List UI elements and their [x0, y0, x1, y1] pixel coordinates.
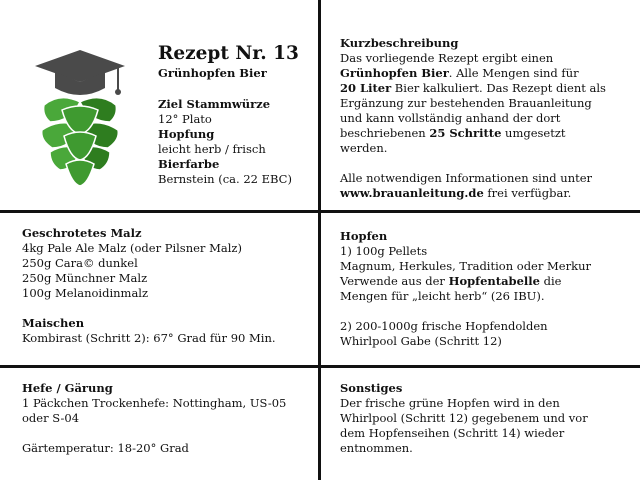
short-description	[340, 36, 635, 201]
text-line: Whirlpool (Schritt 12) gegebenem und vor	[340, 411, 588, 425]
yeast-title: Hefe / Gärung	[22, 381, 113, 395]
text-line: 1) 100g Pellets	[340, 244, 428, 258]
text-span: Verwende aus der	[340, 274, 449, 288]
malt-item: 250g Münchner Malz	[22, 271, 148, 285]
text-line	[340, 186, 635, 201]
text-span: frei verfügbar.	[483, 186, 572, 200]
text-line: Mengen für „leicht herb“ (26 IBU).	[340, 289, 545, 303]
text-line: oder S-04	[22, 411, 80, 425]
text-line: Whirlpool Gabe (Schritt 12)	[340, 334, 502, 348]
yeast-section	[22, 381, 317, 456]
horizontal-divider-bottom	[0, 365, 640, 368]
hop-label: Hopfung	[158, 127, 215, 141]
text-span: die	[539, 274, 562, 288]
recipe-subtitle: Grünhopfen Bier	[158, 66, 267, 80]
vertical-divider	[318, 0, 321, 480]
bold-text: 25 Schritte	[429, 126, 502, 140]
text-span: Bier kalkuliert. Das Rezept dient als	[391, 81, 606, 95]
text-line: dem Hopfenseihen (Schritt 14) wieder	[340, 426, 565, 440]
og-value: 12° Plato	[158, 112, 212, 126]
hop-value: leicht herb / frisch	[158, 142, 266, 156]
text-line: Alle notwendigen Informationen sind unter	[340, 171, 593, 185]
bold-text: Grünhopfen Bier	[340, 66, 449, 80]
og-label: Ziel Stammwürze	[158, 97, 271, 111]
text-line: 1 Päckchen Trockenhefe: Nottingham, US-05	[22, 396, 287, 410]
hops-title: Hopfen	[340, 229, 388, 243]
text-span: umgesetzt	[501, 126, 566, 140]
text-span: beschriebenen	[340, 126, 430, 140]
text-line: 2) 200-1000g frische Hopfendolden	[340, 319, 548, 333]
bold-text: Hopfentabelle	[448, 274, 540, 288]
text-line: Ergänzung zur bestehenden Brauanleitung	[340, 96, 592, 110]
text-line	[340, 66, 635, 81]
text-line	[340, 126, 635, 141]
recipe-header	[158, 42, 318, 187]
malt-item: 100g Melanoidinmalz	[22, 286, 149, 300]
misc-section	[340, 381, 635, 456]
text-span: . Alle Mengen sind für	[448, 66, 579, 80]
color-value: Bernstein (ca. 22 EBC)	[158, 172, 292, 186]
hop-with-graduation-cap-icon	[30, 30, 130, 190]
recipe-title: Rezept Nr. 13	[158, 43, 299, 64]
misc-title: Sonstiges	[340, 381, 403, 395]
text-line: Das vorliegende Rezept ergibt einen	[340, 51, 554, 65]
text-line: Gärtemperatur: 18-20° Grad	[22, 441, 189, 455]
color-label: Bierfarbe	[158, 157, 220, 171]
mash-title: Maischen	[22, 316, 85, 330]
malt-section	[22, 226, 317, 346]
malt-title: Geschrotetes Malz	[22, 226, 142, 240]
hops-section	[340, 229, 635, 349]
website-link[interactable]: www.brauanleitung.de	[340, 186, 484, 200]
malt-item: 4kg Pale Ale Malz (oder Pilsner Malz)	[22, 241, 242, 255]
text-line: werden.	[340, 141, 388, 155]
text-line: und kann vollständig anhand der dort	[340, 111, 561, 125]
text-line: Magnum, Herkules, Tradition oder Merkur	[340, 259, 591, 273]
mash-value: Kombirast (Schritt 2): 67° Grad für 90 Min.	[22, 331, 276, 345]
bold-text: 20 Liter	[340, 81, 392, 95]
text-line	[340, 274, 635, 289]
horizontal-divider-top	[0, 210, 640, 213]
text-line: Der frische grüne Hopfen wird in den	[340, 396, 560, 410]
text-line: entnommen.	[340, 441, 413, 455]
text-line	[340, 81, 635, 96]
short-description-title: Kurzbeschreibung	[340, 36, 459, 50]
malt-item: 250g Cara© dunkel	[22, 256, 138, 270]
